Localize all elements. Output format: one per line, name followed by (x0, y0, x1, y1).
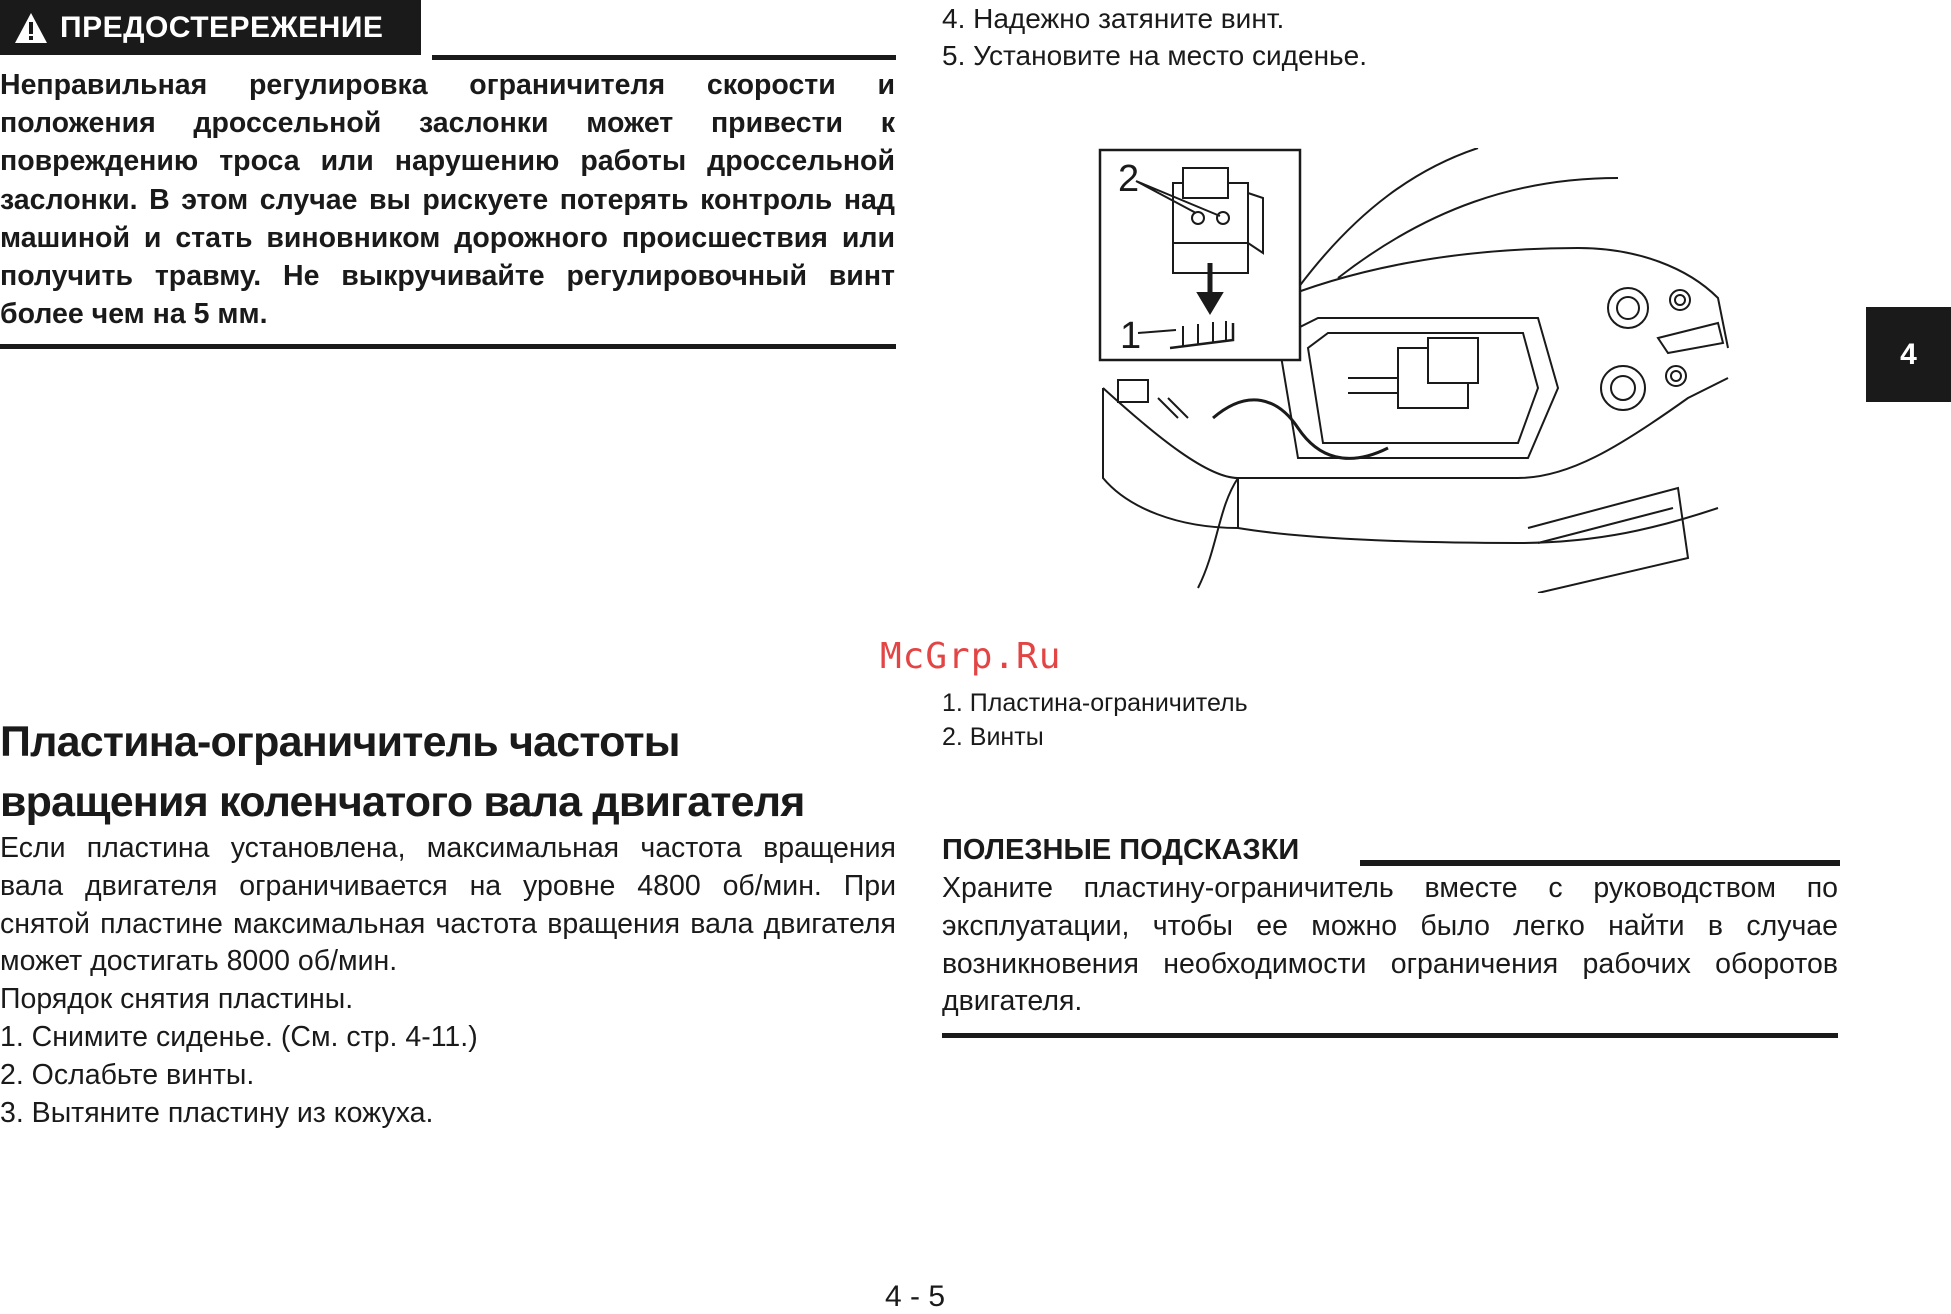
warning-badge (0, 0, 421, 55)
warning-rule-top (432, 55, 896, 60)
tips-rule-bottom (942, 1033, 1838, 1038)
procedure-label: Порядок снятия пластины. (0, 983, 354, 1016)
step-item: 4. Надежно затяните винт. (942, 3, 1285, 34)
tips-text: Храните пластину-ограничитель вместе с руководством по эксплуатации, чтобы ее можно было легко найти в случае возникновения необходимости ограничения рабочих оборотов двигателя. (942, 872, 1838, 1018)
limiter-plate-illustration (1098, 148, 1738, 593)
procedure-step: 2. Ослабьте винты. (0, 1058, 255, 1091)
caption-item: 2. Винты (942, 723, 1044, 751)
callout-2: 2 (1118, 158, 1140, 200)
section-title: Пластина-ограничитель частоты вращения коленчатого вала двигателя (0, 718, 805, 826)
step-item: 5. Установите на место сиденье. (942, 40, 1367, 71)
watermark: McGrp.Ru (880, 636, 1062, 677)
section-intro: Если пластина установлена, максимальная частота вращения вала двигателя ограничивается на уровне 4800 об/мин. При снятой пластине максимальная частота вращения вала двигателя может достигать 8000 об/мин. (0, 832, 896, 978)
procedure-step: 3. Вытяните пластину из кожуха. (0, 1096, 434, 1129)
chapter-tab: 4 (1866, 307, 1951, 402)
warning-rule-bottom (0, 344, 896, 349)
page-number: 4 - 5 (885, 1280, 946, 1313)
steps-continued (942, 0, 1367, 74)
warning-triangle-icon (14, 12, 48, 44)
callout-1: 1 (1120, 315, 1142, 357)
procedure-step: 1. Снимите сиденье. (См. стр. 4-11.) (0, 1020, 478, 1053)
caption-item: 1. Пластина-ограничитель (942, 689, 1248, 717)
figure-captions (942, 686, 1248, 754)
warning-text: Неправильная регулировка ограничителя скорости и положения дроссельной заслонки может привести к повреждению троса или нарушению работы дроссельной заслонки. В этом случае вы рискуете потерять контроль над машиной и стать виновником дорожного происшествия или получить травму. Не выкручивайте регулировочный винт более чем на 5 мм. (0, 69, 895, 331)
tips-rule-top (1360, 860, 1840, 866)
tips-label: ПОЛЕЗНЫЕ ПОДСКАЗКИ (942, 834, 1300, 866)
warning-label: ПРЕДОСТЕРЕЖЕНИЕ (60, 10, 384, 44)
section-body (0, 830, 896, 1132)
